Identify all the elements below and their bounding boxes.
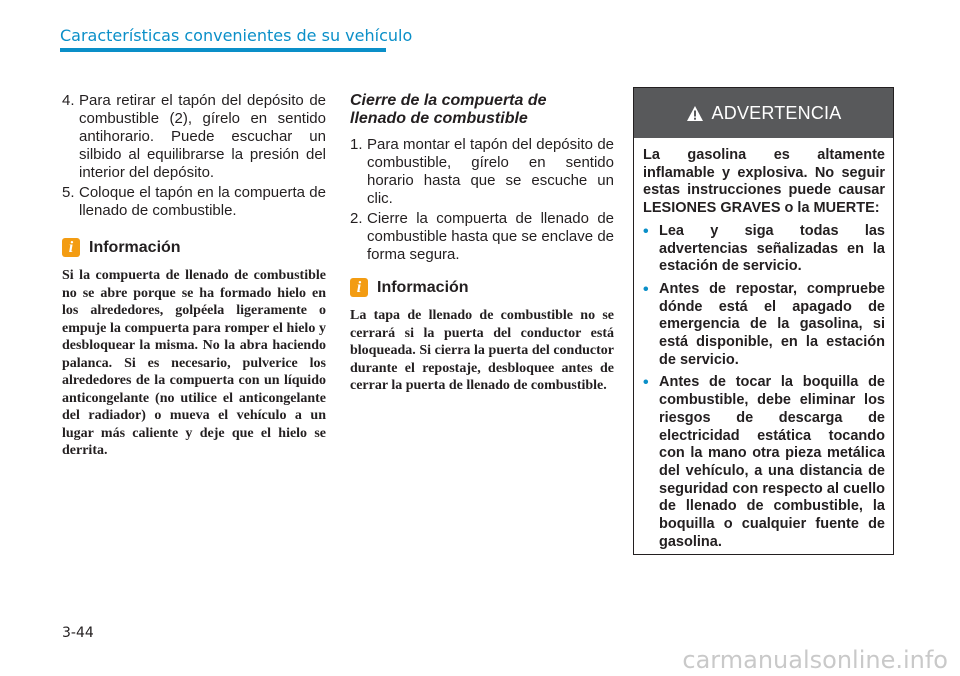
bullet-icon: • xyxy=(643,280,649,298)
steps-list xyxy=(350,136,614,264)
list-item xyxy=(350,136,614,208)
warning-intro: La gasolina es altamente inflamable y explosiva. No seguir estas instrucciones puede causar LESIONES GRAVES o la MUERTE: xyxy=(643,147,885,217)
step-number: 4. xyxy=(62,92,75,109)
left-column xyxy=(62,92,326,460)
warning-title: ADVERTENCIA xyxy=(711,102,842,123)
watermark: carmanualsonline.info xyxy=(682,646,948,674)
warning-body xyxy=(634,138,893,551)
step-number: 1. xyxy=(350,136,363,153)
list-item xyxy=(643,223,885,276)
step-text: Coloque el tapón en la compuerta de llenado de combustible. xyxy=(79,184,326,219)
warning-triangle-icon xyxy=(686,105,704,122)
warning-item-text: Antes de repostar, compruebe dónde está el apagado de emergencia de la gasolina, si está disponible, en la estación de servicio. xyxy=(659,280,885,368)
bullet-icon: • xyxy=(643,222,649,240)
page-number: 3-44 xyxy=(62,625,94,641)
step-number: 5. xyxy=(62,184,75,201)
list-item xyxy=(643,281,885,370)
warning-item-text: Lea y siga todas las advertencias señalizadas en la estación de servicio. xyxy=(659,222,885,275)
list-item xyxy=(62,184,326,220)
steps-list xyxy=(62,92,326,220)
step-text: Para retirar el tapón del depósito de combustible (2), gírelo en sentido antihorario. Puede escuchar un silbido al equilibrarse la presión del interior del depósito. xyxy=(79,92,326,181)
warning-box xyxy=(633,87,894,555)
step-text: Para montar el tapón del depósito de combustible, gírelo en sentido horario hasta que se escuche un clic. xyxy=(367,136,614,207)
step-number: 2. xyxy=(350,210,363,227)
info-header xyxy=(350,278,614,297)
warning-header xyxy=(634,88,893,138)
middle-column xyxy=(350,92,614,395)
info-title: Información xyxy=(377,278,469,296)
info-header xyxy=(62,238,326,257)
info-body: Si la compuerta de llenado de combustible no se abre porque se ha formado hielo en los alrededores, golpéela ligeramente o empuje la compuerta para romper el hielo y desbloquear la misma. No la abra haciendo palanca. Si es necesario, pulverice los alrededores de la compuerta con un líquido anticongelante (no utilice el anticongelante del radiador) o mueva el vehículo a un lugar más caliente y deje que el hielo se derrita. xyxy=(62,268,326,458)
info-title: Información xyxy=(89,238,181,256)
list-item xyxy=(62,92,326,182)
page-header xyxy=(60,26,413,46)
bullet-icon: • xyxy=(643,374,649,392)
info-icon: i xyxy=(62,238,80,257)
section-header-title: Características convenientes de su vehículo xyxy=(60,26,413,45)
warning-list xyxy=(643,223,885,552)
header-rule xyxy=(60,48,386,52)
list-item xyxy=(350,210,614,264)
info-box xyxy=(62,238,326,460)
list-item xyxy=(643,374,885,551)
info-icon: i xyxy=(350,278,368,297)
warning-item-text: Antes de tocar la boquilla de combustible, debe eliminar los riesgos de descarga de electricidad estática tocando con la mano otra pieza metálica del vehículo, a una distancia de seguridad con respecto al cuello de llenado de combustible, la boquilla o cualquier fuente de gasolina. xyxy=(659,374,885,550)
step-text: Cierre la compuerta de llenado de combustible hasta que se enclave de forma segura. xyxy=(367,210,614,263)
info-box xyxy=(350,278,614,395)
section-title: Cierre de la compuerta de llenado de combustible xyxy=(350,92,547,127)
info-body: La tapa de llenado de combustible no se cerrará si la puerta del conductor está bloqueada. Si cierra la puerta del conductor durante el repostaje, desbloquee antes de cerrar la puerta de llenado de combustible. xyxy=(350,308,614,393)
